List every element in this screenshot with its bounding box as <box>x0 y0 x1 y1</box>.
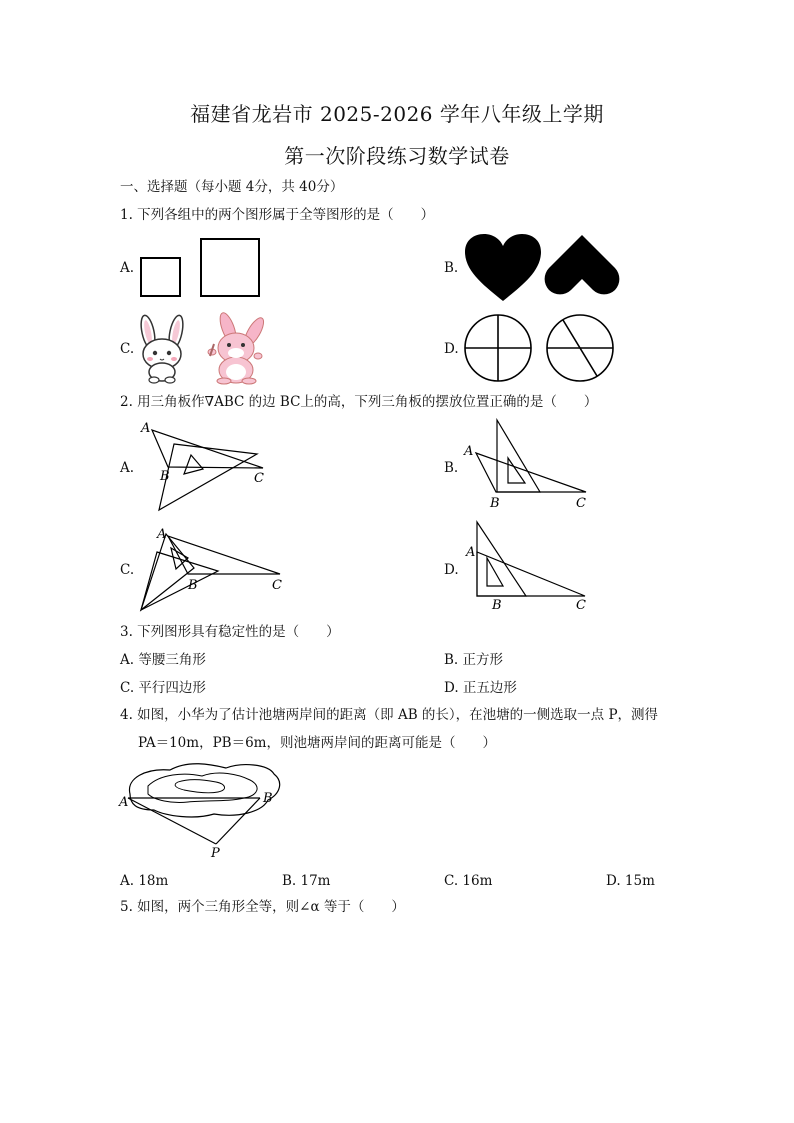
q1-option-a-label: A. <box>120 260 135 276</box>
triangle-abc <box>476 453 586 492</box>
q4-stem-line1: 4. 如图，小华为了估计池塘两岸间的距离（即 AB 的长），在池塘的一侧选取一点 P，测得 <box>120 707 659 723</box>
q4-option-b: B. 17m <box>282 873 331 889</box>
label-b: B <box>160 469 170 484</box>
q2-option-a-figure <box>138 418 278 514</box>
q2-option-a-label: A. <box>120 460 135 476</box>
q1-option-c-figure <box>136 312 266 384</box>
q1-option-c-label: C. <box>120 341 135 357</box>
label-c: C <box>272 578 282 593</box>
label-b: B <box>188 578 198 593</box>
q2-option-c-label: C. <box>120 562 135 578</box>
label-b: B <box>263 791 273 806</box>
set-square <box>141 534 194 610</box>
set-square <box>497 420 540 492</box>
q1-option-d-label: D. <box>444 341 459 357</box>
q1-option-d-figure <box>462 313 622 385</box>
large-square <box>201 239 259 296</box>
q2-option-c-figure <box>138 522 288 618</box>
q3-option-d: D. 正五边形 <box>444 680 517 696</box>
q5-stem: 5. 如图，两个三角形全等，则∠α 等于（ ） <box>120 899 405 915</box>
triangle-abc <box>152 430 263 468</box>
q2-option-b-figure <box>462 416 602 512</box>
label-b: B <box>490 496 500 511</box>
label-a: A <box>464 444 474 459</box>
label-b: B <box>492 598 502 613</box>
segment-pb <box>216 798 260 844</box>
q1-option-b-label: B. <box>444 260 459 276</box>
set-square <box>477 522 526 596</box>
segment-pa <box>128 798 216 844</box>
q3-stem: 3. 下列图形具有稳定性的是（ ） <box>120 624 340 640</box>
circle-divided-slanted <box>547 315 613 381</box>
set-square <box>159 444 257 510</box>
q2-option-d-figure <box>462 518 602 614</box>
label-a: A <box>466 545 476 560</box>
q4-pond-figure <box>118 756 288 862</box>
q3-option-a: A. 等腰三角形 <box>120 652 206 668</box>
q3-option-b: B. 正方形 <box>444 652 504 668</box>
q4-option-c: C. 16m <box>444 873 493 889</box>
label-a: A <box>141 421 151 436</box>
heart-rotated <box>545 235 620 294</box>
label-c: C <box>254 471 264 486</box>
q1-stem: 1. 下列各组中的两个图形属于全等图形的是（ ） <box>120 207 435 223</box>
small-square <box>141 258 180 296</box>
exam-title-line2: 第一次阶段练习数学试卷 <box>284 144 510 168</box>
label-a: A <box>119 795 129 810</box>
q2-stem: 2. 用三角板作∇ABC 的边 BC上的高，下列三角板的摆放位置正确的是（ ） <box>120 394 598 410</box>
q2-option-d-label: D. <box>444 562 459 578</box>
bunny-cartoon-2 <box>208 311 267 384</box>
exam-title-line1: 福建省龙岩市 2025-2026 学年八年级上学期 <box>190 102 604 126</box>
triangle-abc <box>477 552 585 596</box>
section-heading: 一、选择题（每小题 4分，共 40分） <box>120 179 344 195</box>
q4-option-d: D. 15m <box>606 873 655 889</box>
heart-upright <box>465 234 541 301</box>
triangle-abc <box>168 536 280 574</box>
q4-stem-line2: PA＝10m，PB＝6m，则池塘两岸间的距离可能是（ ） <box>138 735 496 751</box>
label-p: P <box>211 846 220 861</box>
label-c: C <box>576 496 586 511</box>
label-a: A <box>157 527 167 542</box>
q4-option-a: A. 18m <box>120 873 169 889</box>
q1-option-b-figure <box>462 232 627 304</box>
pond-inner-contour-2 <box>175 780 224 793</box>
label-c: C <box>576 598 586 613</box>
q3-option-c: C. 平行四边形 <box>120 680 206 696</box>
circle-divided-cross <box>465 315 531 381</box>
q2-option-b-label: B. <box>444 460 459 476</box>
bunny-cartoon-1 <box>139 314 186 383</box>
q1-option-a-figure <box>138 236 268 300</box>
set-square-inner <box>184 455 203 474</box>
